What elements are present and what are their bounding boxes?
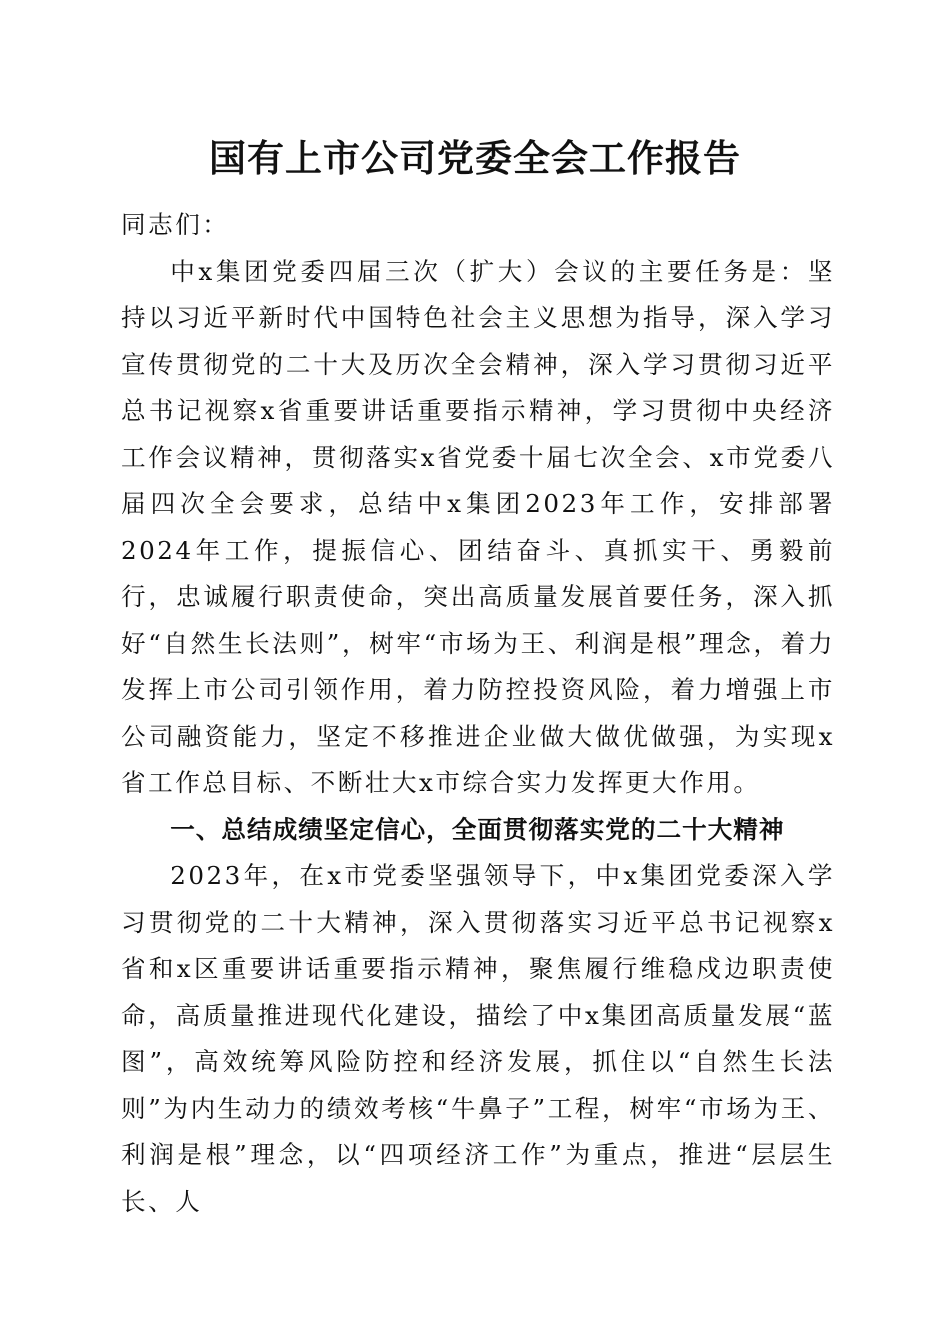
paragraph-intro: 中x集团党委四届三次（扩大）会议的主要任务是：坚持以习近平新时代中国特色社会主义思想为指导，深入学习宣传贯彻党的二十大及历次全会精神，深入学习贯彻习近平总书记视察x省重要讲话重要指示精神，学习贯彻中央经济工作会议精神，贯彻落实x省党委十届七次全会、x市党委八届四次全会要求，总结中x集团2023年工作，安排部署2024年工作，提振信心、团结奋斗、真抓实干、勇毅前行，忠诚履行职责使命，突出高质量发展首要任务，深入抓好“自然生长法则”，树牢“市场为王、利润是根”理念，着力发挥上市公司引领作用，着力防控投资风险，着力增强上市公司融资能力，坚定不移推进企业做大做优做强，为实现x省工作总目标、不断壮大x市综合实力发挥更大作用。	[121, 256, 835, 797]
document-body	[121, 202, 835, 1225]
salutation: 同志们：	[121, 210, 230, 239]
paragraph-section-1: 2023年，在x市党委坚强领导下，中x集团党委深入学习贯彻党的二十大精神，深入贯彻落实习近平总书记视察x省和x区重要讲话重要指示精神，聚焦履行维稳戍边职责使命，高质量推进现代化建设，描绘了中x集团高质量发展“蓝图”，高效统筹风险防控和经济发展，抓住以“自然生长法则”为内生动力的绩效考核“牛鼻子”工程，树牢“市场为王、利润是根”理念，以“四项经济工作”为重点，推进“层层生长、人	[121, 861, 835, 1216]
document-title: 国有上市公司党委全会工作报告	[209, 136, 741, 180]
section-heading-1: 一、总结成绩坚定信心，全面贯彻落实党的二十大精神	[170, 814, 785, 844]
